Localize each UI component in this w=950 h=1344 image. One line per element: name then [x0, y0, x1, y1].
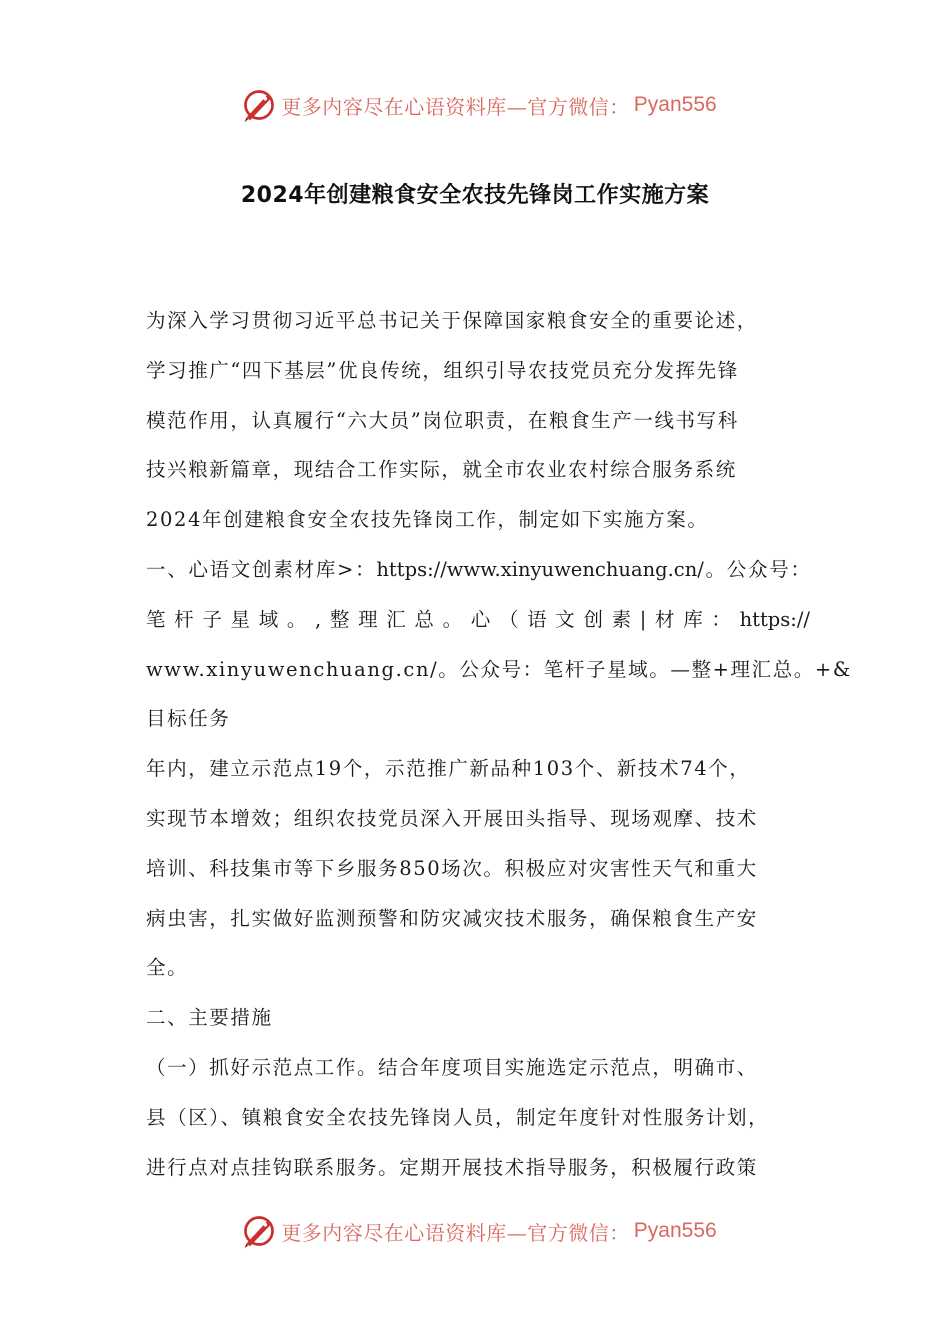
body-line: 培训、科技集市等下乡服务850场次。积极应对灾害性天气和重大 [146, 856, 758, 880]
subsection-heading: （一）抓好示范点工作。结合年度项目实施选定示范点，明确市、 [146, 1055, 758, 1079]
body-line: 为深入学习贯彻习近平总书记关于保障国家粮食安全的重要论述， [146, 309, 758, 332]
body-line: 模范作用，认真履行“六大员”岗位职责，在粮食生产一线书写科 [146, 408, 739, 432]
body-line: 进行点对点挂钩联系服务。定期开展技术指导服务，积极履行政策 [146, 1155, 758, 1179]
pen-logo-icon [241, 1213, 277, 1249]
body-line: 2024年创建粮食安全农技先锋岗工作，制定如下实施方案。 [146, 508, 709, 532]
watermark-text: 更多内容尽在心语资料库—官方微信： [281, 94, 630, 119]
watermark-text: 更多内容尽在心语资料库—官方微信： [281, 1220, 630, 1245]
watermark-wechat-id: Pyan556 [633, 93, 717, 116]
pen-logo-icon [241, 87, 277, 123]
document-body [146, 296, 852, 1192]
watermark-banner-top [0, 80, 950, 130]
watermark-banner-bottom [0, 1206, 950, 1256]
body-line: 笔杆子星域。,整理汇总。心（语文创素|材库：https:// [146, 607, 810, 631]
section-heading-2: 二、主要措施 [146, 1006, 273, 1030]
body-line: 县（区）、镇粮食安全农技先锋岗人员，制定年度针对性服务计划， [146, 1105, 770, 1129]
document-title: 2024年创建粮食安全农技先锋岗工作实施方案 [240, 183, 710, 208]
section-heading-1: 一、心语文创素材库>：https://www.xinyuwenchuang.cn/。公众号： [146, 557, 810, 581]
body-line: 病虫害，扎实做好监测预警和防灾减灾技术服务，确保粮食生产安 [146, 906, 758, 930]
body-line: 学习推广“四下基层”优良传统，组织引导农技党员充分发挥先锋 [146, 358, 739, 382]
body-line: 年内，建立示范点19个，示范推广新品种103个、新技术74个， [146, 757, 751, 781]
body-line: 目标任务 [146, 707, 231, 731]
body-line: 技兴粮新篇章，现结合工作实际，就全市农业农村综合服务系统 [146, 458, 737, 482]
body-line: 实现节本增效；组织农技党员深入开展田头指导、现场观摩、技术 [146, 806, 758, 830]
body-line: 全。 [146, 956, 189, 980]
body-line: www.xinyuwenchuang.cn/。公众号：笔杆子星域。—整+理汇总。+& [146, 657, 852, 681]
watermark-wechat-id: Pyan556 [633, 1219, 717, 1242]
